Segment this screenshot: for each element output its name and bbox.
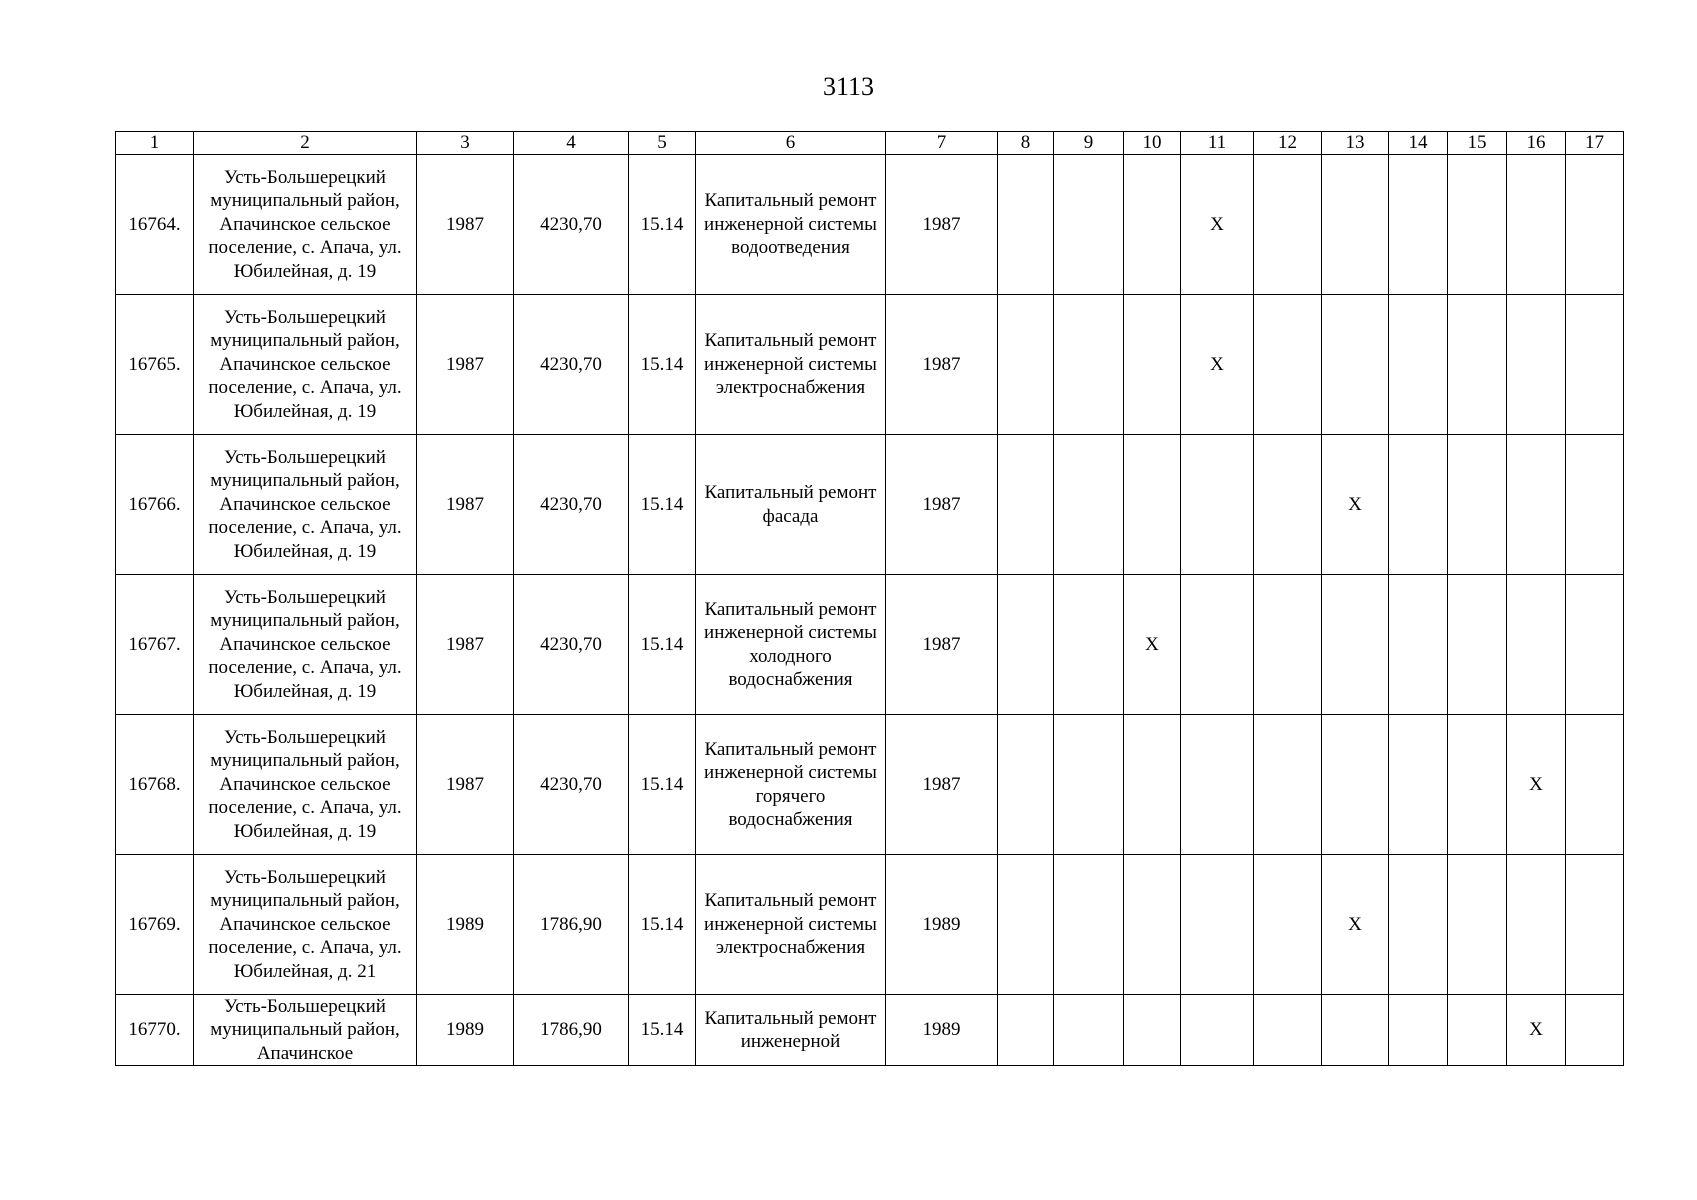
mark-cell-col-14 xyxy=(1389,575,1448,715)
mark-cell-col-15 xyxy=(1448,855,1507,995)
table-row xyxy=(116,715,1624,855)
mark-cell-col-16 xyxy=(1507,855,1566,995)
code-cell: 15.14 xyxy=(629,995,696,1066)
mark-cell-col-16 xyxy=(1507,155,1566,295)
year-cell: 1989 xyxy=(886,995,998,1066)
work-type-cell: Капитальный ремонт инженерной системы водоотведения xyxy=(696,155,886,295)
column-header-2: 2 xyxy=(194,132,417,155)
mark-cell-col-13 xyxy=(1322,995,1389,1066)
build-year-cell: 1987 xyxy=(417,155,514,295)
code-cell: 15.14 xyxy=(629,435,696,575)
area-cell: 4230,70 xyxy=(514,575,629,715)
code-cell: 15.14 xyxy=(629,155,696,295)
mark-cell-col-17 xyxy=(1566,155,1624,295)
mark-cell-col-10 xyxy=(1124,295,1181,435)
column-header-10: 10 xyxy=(1124,132,1181,155)
mark-cell-col-15 xyxy=(1448,295,1507,435)
build-year-cell: 1987 xyxy=(417,435,514,575)
mark-cell-col-13 xyxy=(1322,155,1389,295)
column-header-6: 6 xyxy=(696,132,886,155)
column-header-17: 17 xyxy=(1566,132,1624,155)
table-row xyxy=(116,295,1624,435)
mark-cell-col-11: X xyxy=(1181,295,1254,435)
mark-cell-col-9 xyxy=(1054,855,1124,995)
mark-cell-col-15 xyxy=(1448,435,1507,575)
build-year-cell: 1987 xyxy=(417,295,514,435)
address-cell: Усть-Большерецкий муниципальный район, Апачинское сельское поселение, с. Апача, ул. Юбилейная, д. 19 xyxy=(194,715,417,855)
mark-cell-col-10 xyxy=(1124,715,1181,855)
mark-cell-col-8 xyxy=(998,435,1054,575)
mark-cell-col-14 xyxy=(1389,435,1448,575)
mark-cell-col-9 xyxy=(1054,295,1124,435)
mark-cell-col-12 xyxy=(1254,855,1322,995)
year-cell: 1987 xyxy=(886,155,998,295)
mark-cell-col-17 xyxy=(1566,995,1624,1066)
mark-cell-col-16 xyxy=(1507,575,1566,715)
mark-cell-col-16 xyxy=(1507,295,1566,435)
column-header-9: 9 xyxy=(1054,132,1124,155)
mark-cell-col-16 xyxy=(1507,435,1566,575)
area-cell: 4230,70 xyxy=(514,435,629,575)
address-cell: Усть-Большерецкий муниципальный район, Апачинское сельское поселение, с. Апача, ул. Юбилейная, д. 19 xyxy=(194,435,417,575)
year-cell: 1987 xyxy=(886,715,998,855)
column-header-7: 7 xyxy=(886,132,998,155)
code-cell: 15.14 xyxy=(629,715,696,855)
address-cell: Усть-Большерецкий муниципальный район, Апачинское xyxy=(194,995,417,1066)
mark-cell-col-8 xyxy=(998,715,1054,855)
row-number-cell: 16767. xyxy=(116,575,194,715)
column-header-12: 12 xyxy=(1254,132,1322,155)
mark-cell-col-12 xyxy=(1254,295,1322,435)
work-type-cell: Капитальный ремонт инженерной системы электроснабжения xyxy=(696,295,886,435)
code-cell: 15.14 xyxy=(629,295,696,435)
row-number-cell: 16769. xyxy=(116,855,194,995)
mark-cell-col-14 xyxy=(1389,855,1448,995)
mark-cell-col-15 xyxy=(1448,995,1507,1066)
column-header-11: 11 xyxy=(1181,132,1254,155)
address-cell: Усть-Большерецкий муниципальный район, Апачинское сельское поселение, с. Апача, ул. Юбилейная, д. 19 xyxy=(194,155,417,295)
work-type-cell: Капитальный ремонт инженерной xyxy=(696,995,886,1066)
mark-cell-col-11 xyxy=(1181,855,1254,995)
mark-cell-col-14 xyxy=(1389,295,1448,435)
table-row xyxy=(116,155,1624,295)
mark-cell-col-8 xyxy=(998,995,1054,1066)
area-cell: 4230,70 xyxy=(514,155,629,295)
year-cell: 1989 xyxy=(886,855,998,995)
area-cell: 4230,70 xyxy=(514,295,629,435)
build-year-cell: 1989 xyxy=(417,855,514,995)
table-row xyxy=(116,855,1624,995)
mark-cell-col-10 xyxy=(1124,155,1181,295)
mark-cell-col-17 xyxy=(1566,715,1624,855)
mark-cell-col-10 xyxy=(1124,995,1181,1066)
mark-cell-col-16: X xyxy=(1507,715,1566,855)
mark-cell-col-11 xyxy=(1181,575,1254,715)
mark-cell-col-8 xyxy=(998,295,1054,435)
mark-cell-col-17 xyxy=(1566,855,1624,995)
build-year-cell: 1989 xyxy=(417,995,514,1066)
mark-cell-col-11 xyxy=(1181,715,1254,855)
mark-cell-col-14 xyxy=(1389,995,1448,1066)
mark-cell-col-17 xyxy=(1566,575,1624,715)
mark-cell-col-11 xyxy=(1181,435,1254,575)
mark-cell-col-10 xyxy=(1124,855,1181,995)
mark-cell-col-17 xyxy=(1566,435,1624,575)
work-type-cell: Капитальный ремонт фасада xyxy=(696,435,886,575)
row-number-cell: 16768. xyxy=(116,715,194,855)
mark-cell-col-9 xyxy=(1054,715,1124,855)
mark-cell-col-9 xyxy=(1054,995,1124,1066)
row-number-cell: 16766. xyxy=(116,435,194,575)
build-year-cell: 1987 xyxy=(417,715,514,855)
table-row xyxy=(116,435,1624,575)
area-cell: 1786,90 xyxy=(514,855,629,995)
address-cell: Усть-Большерецкий муниципальный район, Апачинское сельское поселение, с. Апача, ул. Юбилейная, д. 19 xyxy=(194,575,417,715)
address-cell: Усть-Большерецкий муниципальный район, Апачинское сельское поселение, с. Апача, ул. Юбилейная, д. 19 xyxy=(194,295,417,435)
year-cell: 1987 xyxy=(886,575,998,715)
mark-cell-col-12 xyxy=(1254,995,1322,1066)
year-cell: 1987 xyxy=(886,295,998,435)
table-body xyxy=(116,155,1624,1066)
mark-cell-col-8 xyxy=(998,575,1054,715)
mark-cell-col-8 xyxy=(998,855,1054,995)
column-header-3: 3 xyxy=(417,132,514,155)
build-year-cell: 1987 xyxy=(417,575,514,715)
mark-cell-col-12 xyxy=(1254,155,1322,295)
mark-cell-col-13 xyxy=(1322,715,1389,855)
mark-cell-col-12 xyxy=(1254,575,1322,715)
mark-cell-col-13: X xyxy=(1322,435,1389,575)
mark-cell-col-11 xyxy=(1181,995,1254,1066)
row-number-cell: 16765. xyxy=(116,295,194,435)
code-cell: 15.14 xyxy=(629,575,696,715)
mark-cell-col-10: X xyxy=(1124,575,1181,715)
table-row xyxy=(116,995,1624,1066)
column-header-8: 8 xyxy=(998,132,1054,155)
year-cell: 1987 xyxy=(886,435,998,575)
address-cell: Усть-Большерецкий муниципальный район, Апачинское сельское поселение, с. Апача, ул. Юбилейная, д. 21 xyxy=(194,855,417,995)
mark-cell-col-17 xyxy=(1566,295,1624,435)
mark-cell-col-15 xyxy=(1448,155,1507,295)
mark-cell-col-15 xyxy=(1448,715,1507,855)
mark-cell-col-13 xyxy=(1322,575,1389,715)
mark-cell-col-8 xyxy=(998,155,1054,295)
code-cell: 15.14 xyxy=(629,855,696,995)
mark-cell-col-12 xyxy=(1254,435,1322,575)
work-type-cell: Капитальный ремонт инженерной системы горячего водоснабжения xyxy=(696,715,886,855)
mark-cell-col-11: X xyxy=(1181,155,1254,295)
header-row xyxy=(116,132,1624,155)
column-header-16: 16 xyxy=(1507,132,1566,155)
mark-cell-col-13: X xyxy=(1322,855,1389,995)
row-number-cell: 16764. xyxy=(116,155,194,295)
mark-cell-col-14 xyxy=(1389,155,1448,295)
row-number-cell: 16770. xyxy=(116,995,194,1066)
mark-cell-col-10 xyxy=(1124,435,1181,575)
page-number: 3113 xyxy=(822,72,875,101)
mark-cell-col-12 xyxy=(1254,715,1322,855)
table-row xyxy=(116,575,1624,715)
mark-cell-col-9 xyxy=(1054,155,1124,295)
work-type-cell: Капитальный ремонт инженерной системы электроснабжения xyxy=(696,855,886,995)
mark-cell-col-15 xyxy=(1448,575,1507,715)
column-header-15: 15 xyxy=(1448,132,1507,155)
mark-cell-col-9 xyxy=(1054,435,1124,575)
area-cell: 1786,90 xyxy=(514,995,629,1066)
mark-cell-col-16: X xyxy=(1507,995,1566,1066)
column-header-13: 13 xyxy=(1322,132,1389,155)
work-type-cell: Капитальный ремонт инженерной системы холодного водоснабжения xyxy=(696,575,886,715)
column-header-14: 14 xyxy=(1389,132,1448,155)
column-header-1: 1 xyxy=(116,132,194,155)
area-cell: 4230,70 xyxy=(514,715,629,855)
column-header-4: 4 xyxy=(514,132,629,155)
mark-cell-col-13 xyxy=(1322,295,1389,435)
column-header-5: 5 xyxy=(629,132,696,155)
mark-cell-col-14 xyxy=(1389,715,1448,855)
registry-table xyxy=(115,131,1624,1066)
mark-cell-col-9 xyxy=(1054,575,1124,715)
